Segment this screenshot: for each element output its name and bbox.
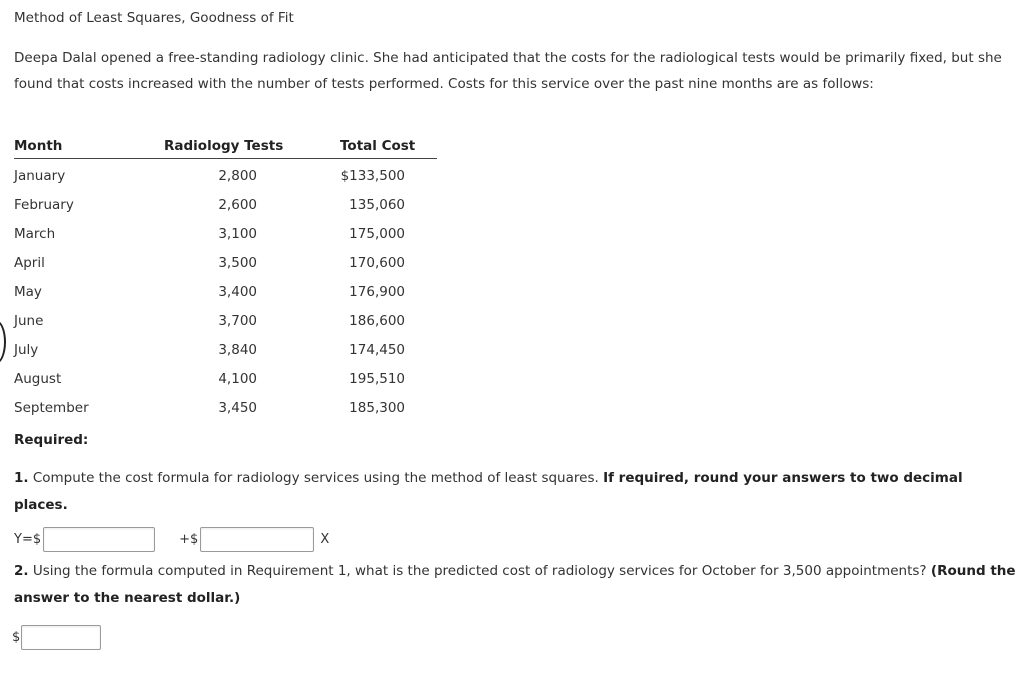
cell-cost: 186,600 xyxy=(349,312,405,329)
cell-tests: 2,600 xyxy=(218,196,257,213)
cell-tests: 4,100 xyxy=(218,370,257,387)
side-arc-decoration xyxy=(0,320,6,364)
q2-number: 2. xyxy=(14,563,29,579)
table-row xyxy=(14,219,437,248)
cell-cost: $133,500 xyxy=(340,167,405,184)
cell-cost: 195,510 xyxy=(349,370,405,387)
question-1 xyxy=(14,465,1009,519)
predicted-cost-input[interactable] xyxy=(21,625,101,650)
y-label: Y= xyxy=(14,531,33,547)
prediction-row xyxy=(12,624,101,650)
q2-text: Using the formula computed in Requirement 1, what is the predicted cost of radiology services for October for 3,500 appointments? xyxy=(32,563,927,579)
cell-month: April xyxy=(14,254,45,271)
cell-cost: 176,900 xyxy=(349,283,405,300)
q1-number: 1. xyxy=(14,470,29,486)
cell-month: June xyxy=(14,312,44,329)
cell-tests: 3,400 xyxy=(218,283,257,300)
table-row xyxy=(14,159,437,191)
table-row xyxy=(14,190,437,219)
page-title: Method of Least Squares, Goodness of Fit xyxy=(14,10,294,26)
fixed-cost-input[interactable] xyxy=(43,527,155,552)
cell-month: February xyxy=(14,196,74,213)
cell-month: August xyxy=(14,370,62,387)
header-month: Month xyxy=(14,134,164,159)
cost-table xyxy=(14,134,437,422)
table-row xyxy=(14,248,437,277)
header-tests-label: Radiology Tests xyxy=(164,138,284,154)
cell-cost: 135,060 xyxy=(349,196,405,213)
q1-instruction: If required, round your answers to two decimal places. xyxy=(14,470,963,513)
table-header-row xyxy=(14,134,437,159)
table-body xyxy=(14,159,437,423)
table-row xyxy=(14,277,437,306)
cell-month: May xyxy=(14,283,42,300)
question-2 xyxy=(14,558,1019,612)
cell-month: September xyxy=(14,399,89,416)
dollar-sign-fixed: $ xyxy=(32,531,42,547)
q1-text: Compute the cost formula for radiology services using the method of least squares. xyxy=(32,470,599,486)
cell-tests: 3,840 xyxy=(218,341,257,358)
dollar-sign-prediction: $ xyxy=(12,629,21,645)
table-row xyxy=(14,306,437,335)
cell-tests: 3,500 xyxy=(218,254,257,271)
intro-paragraph: Deepa Dalal opened a free-standing radiology clinic. She had anticipated that the costs for the radiological tests would be primarily fixed, but she found that costs increased with the number of tests performed. Costs for this service over the past nine months are as follows: xyxy=(14,50,1002,92)
table-row xyxy=(14,335,437,364)
cell-tests: 3,100 xyxy=(218,225,257,242)
table-row xyxy=(14,364,437,393)
cell-tests: 3,700 xyxy=(218,312,257,329)
plus-label: + xyxy=(179,531,191,547)
cell-tests: 2,800 xyxy=(218,167,257,184)
cell-month: March xyxy=(14,225,56,242)
cell-month: July xyxy=(14,341,39,358)
cell-cost: 175,000 xyxy=(349,225,405,242)
cell-tests: 3,450 xyxy=(218,399,257,416)
cost-formula-row xyxy=(14,526,329,552)
header-tests xyxy=(164,134,340,159)
required-heading: Required: xyxy=(14,432,89,448)
cell-cost: 170,600 xyxy=(349,254,405,271)
header-cost: Total Cost xyxy=(340,134,437,159)
cell-month: January xyxy=(14,167,66,184)
cell-cost: 185,300 xyxy=(349,399,405,416)
table-row xyxy=(14,393,437,422)
dollar-sign-variable: $ xyxy=(190,531,199,547)
x-label: X xyxy=(320,531,330,547)
cell-cost: 174,450 xyxy=(349,341,405,358)
variable-rate-input[interactable] xyxy=(200,527,314,552)
q2-instruction: (Round the answer to the nearest dollar.) xyxy=(14,563,1016,606)
cost-table-container xyxy=(14,134,437,422)
